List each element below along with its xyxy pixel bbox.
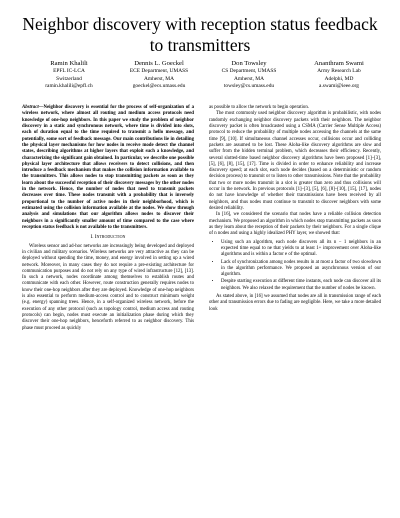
paragraph: The most commonly used neighbor discovery algorithm is probabilistic, with nodes randomly exchanging neighbor discovery packets with their neighbors. The neighbor discovery packet is often broadcasted using a CSMA (Carrier Sense Multiple Access) protocol to reduce the probability of multiple nodes accessing the channels at the same time [9], [10]. If simultaneous channel accesses occur, collisions occur and colliding packets are assumed to be lost. These Aloha-like discovery algorithms are slow and suffer from the hidden terminal problem, which decreases their efficiency. Recently, several slotted-time based neighbor discovery algorithms have been proposed [1]–[3], [5], [6], [8], [15], [17]. Time is divided in order to enhance reliability and increase discovery speed; at each slot, each node decides (based on a deterministic or random decision process) to transmit or to listen to other transmissions. Note that the probability that two or more nodes transmit in a slot is greater than zero and thus collisions will occur in the network. In previous protocols [1]–[3], [5], [6], [8]–[10], [15], [17], nodes do not have knowledge of whether their transmissions have been received by all neighbors, and thus nodes must continue to transmit to discover neighbors with some desired reliability. (209, 111, 381, 211)
author-name: Don Towsley (231, 60, 267, 67)
list-item: • Despite starting execution at different time instants, each node can discover all its neighbors. We also relaxed the requirement that the number of nodes be known. (221, 279, 381, 292)
intro-paragraph: Wireless sensor and ad-hoc networks are increasingly being developed and deployed in civilian and military scenarios. Wireless networks are very attractive as they can be deployed without spending the time, money, and energy involved in setting up a wired network. Moreover, in many cases they do not require a pre-existing architecture for communication purposes and do not rely on any type of wired infrastructure [12], [13]. In such a network, nodes coordinate among themselves to establish routes and communicate with each other. However, route construction generally requires nodes to know their one-hop neighbors after they are deployed. Knowledge of one-hop neighbors is also essential to perform medium-access control and to construct minimum weight (e.g. energy) spanning trees. Hence, in a self-organized wireless network, before the execution of any other protocol (such as topology control, medium access and routing protocols) can begin, nodes must execute an initialization phase during which they discover their one-hop neighbors, henceforth referred to as neighbor discovery. This phase must proceed as quickly (22, 243, 194, 331)
section-heading: I. Introduction (90, 235, 126, 241)
author-location: Adelphi, MD (324, 75, 354, 82)
abstract-text: —Neighbor discovery is essential for the process of self-organization of a wireless network, where almost all routing and medium access protocols need knowledge of one-hop neighbors. In this paper we study the problem of neighbor discovery in a static and synchronous network, where time is divided into slots, each of duration equal to the time required to transmit a hello message, and potentially, some sort of feedback message. Our main contributions lie in detailing the physical layer mechanisms for how nodes in receive mode detect the channel states, describing algorithms at higher layers that exploit such a knowledge, and characterizing the significant gain obtained. In particular, we describe one possible physical layer architecture that allows receivers to detect collisions, and then introduce a feedback mechanism that makes the collision information available to the transmitters. This allows nodes to stop transmitting packets as soon as they learn about the successful reception of their discovery messages by the other nodes in the network. Hence, the number of nodes that need to transmit packets decreases over time. These nodes transmit with a probability that is inversely proportional to the number of active nodes in their neighborhood, which is estimated using the collision information available at the nodes. We show through analysis and simulations that our algorithm allows nodes to discover their neighbors in a significantly smaller amount of time compared to the case where reception status feedback is not available to the transmitters. (22, 105, 194, 230)
paper-title: Neighbor discovery with reception status feedback to transmitters (22, 14, 378, 55)
left-column (22, 105, 194, 332)
author-affiliation: EPFL IC-LCA (53, 68, 85, 75)
list-item: • Using such an algorithm, each node discovers all its n − 1 neighbors in an expected time equal to ne that yields to at least 1+ improvement over Aloha-like algorithms and is within a factor e of the optimal. (221, 240, 381, 259)
abstract-label: Abstract (22, 105, 39, 110)
author-1 (26, 60, 112, 90)
author-email: goeckel@ecs.umass.edu (132, 82, 186, 89)
author-email: a.swami@ieee.org (319, 82, 359, 89)
paragraph: As stated above, in [16] we assumed that nodes are all in transmission range of each other and transmission errors due to fading are negligible. Here, we take a more detailed look (209, 294, 381, 312)
result-list (209, 240, 381, 293)
abstract (22, 105, 194, 231)
author-affiliation: Army Research Lab (317, 68, 361, 75)
author-name: Ramin Khalili (50, 60, 88, 67)
author-name: Dennis L. Goeckel (134, 60, 184, 67)
author-affiliation: ECE Department, UMASS (129, 68, 189, 75)
author-affiliation: CS Department, UMASS (221, 68, 277, 75)
right-column (209, 105, 381, 313)
author-2 (116, 60, 202, 90)
paragraph: as possible to allow the network to begin operation. (209, 105, 309, 110)
author-location: Switzerland (56, 75, 82, 82)
paragraph: In [16], we considered the scenario that nodes have a reliable collision detection mechanism. We proposed an algorithm in which nodes stop transmitting packets as soon as they learn about the reception of their packets by their neighbors. For a single clique of n nodes and using a highly idealized PHY layer, we showed that: (209, 212, 381, 237)
list-item: • Lack of synchronization among nodes results in at most a factor of two slowdown in the algorithm performance. We proposed an asynchronous version of our algorithm. (221, 260, 381, 279)
author-block (0, 60, 400, 90)
author-location: Amherst, MA (234, 75, 264, 82)
author-location: Amherst, MA (144, 75, 174, 82)
author-4 (296, 60, 382, 90)
author-email: towsley@cs.umass.edu (223, 82, 275, 89)
author-email: ramin.khalili@epfl.ch (45, 82, 93, 89)
author-3 (206, 60, 292, 90)
author-name: Ananthram Swami (314, 60, 364, 67)
